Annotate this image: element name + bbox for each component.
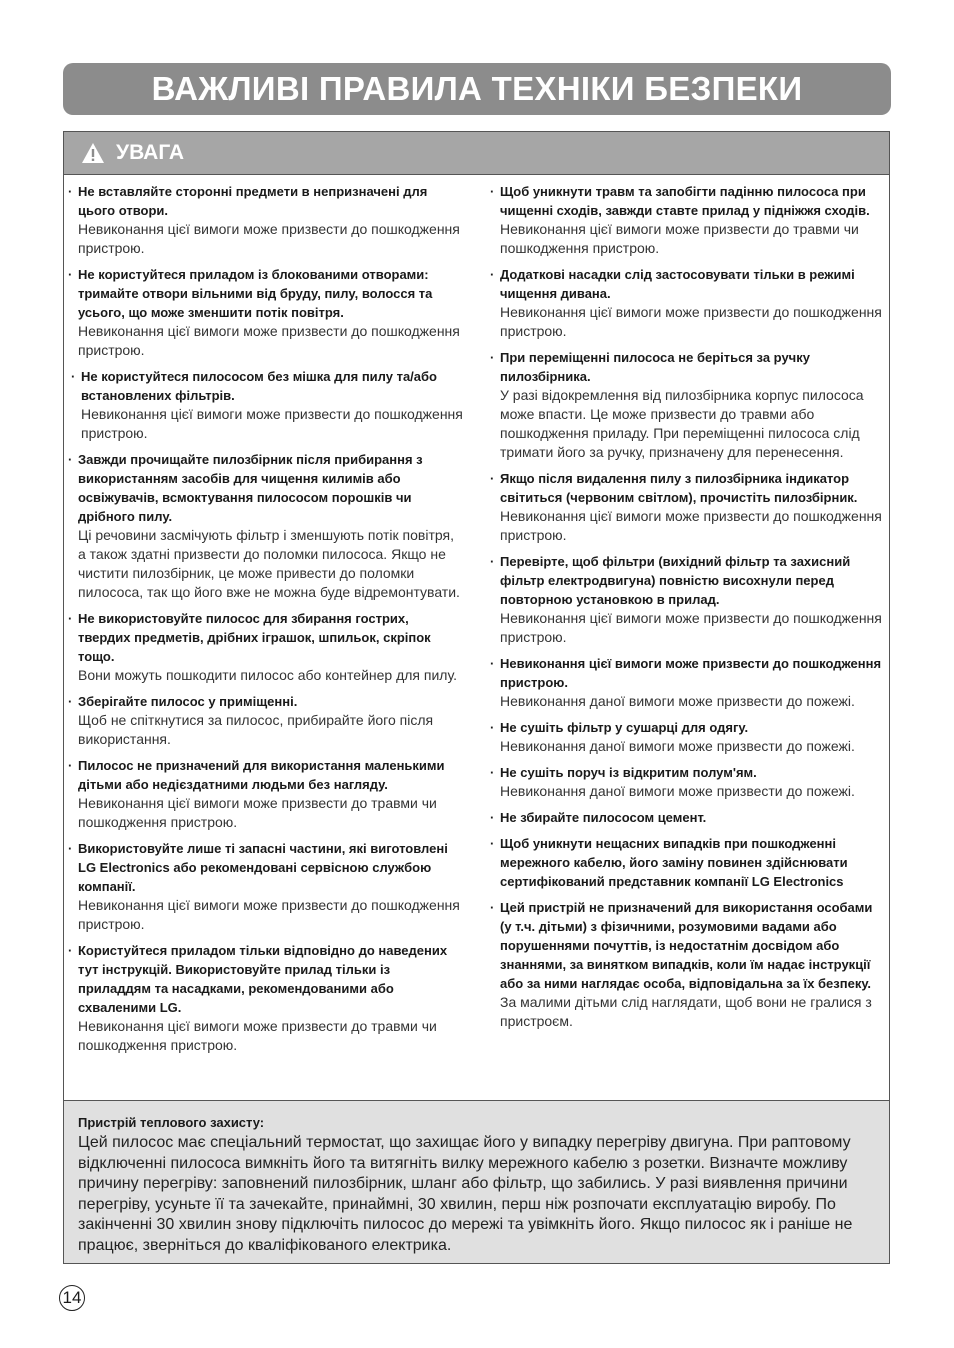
warning-box <box>63 131 890 1264</box>
list-item: · Використовуйте лише ті запасні частини, які виготовлені LG Electronics або рекомендовані сервісною службою компанії. Невиконання цієї вимоги може призвести до пошкодження пристрою. <box>68 841 460 932</box>
list-item: · Цей пристрій не призначений для використання особами (у т.ч. дітьми) з фізичними, розумовими вадами або порушеннями почуттів, із недостатнім досвідом або знаннями, за винятком випадків, коли їм надає інструкції або за ними наглядає особа, відповідальна за їх безпеку. За малими дітьми слід наглядати, щоб вони не гралися з пристроєм. <box>490 900 873 1029</box>
title-bar <box>63 63 891 115</box>
warning-label: УВАГА <box>116 141 185 164</box>
list-item: · Перевірте, щоб фільтри (вихідний фільтр та захисний фільтр електродвигуна) повністю висохнули перед повторною установкою в прилад. Невиконання цієї вимоги може призвести до пошкодження пристрою. <box>490 554 882 645</box>
list-item: · Якщо після видалення пилу з пилозбірника індикатор світиться (червоним світлом), прочистіть пилозбірник. Невиконання цієї вимоги може призвести до пошкодження пристрою. <box>490 471 882 543</box>
list-item: · При переміщенні пилососа не беріться за ручку пилозбірника. У разі відокремлення від пилозбірника корпус пилососа може впасти. Це може призвести до травми або пошкодження приладу. При переміщенні пилососа слід тримати його за ручку, призначену для перенесення. <box>490 350 864 460</box>
warning-header <box>64 132 889 175</box>
page-title: ВАЖЛИВІ ПРАВИЛА ТЕХНІКИ БЕЗПЕКИ <box>151 70 803 107</box>
list-item: · Щоб уникнути травм та запобігти падінню пилососа при чищенні сходів, завжди ставте прилад у підніжжя сходів. Невиконання цієї вимоги може призвести до травми чи пошкодження пристрою. <box>490 184 870 256</box>
thermal-protection-note <box>64 1100 889 1263</box>
list-item: · Не користуйтеся приладом із блокованими отворами: тримайте отвори вільними від бруду, пилу, волосся та усього, що може зменшити потік повітря. Невиконання цієї вимоги може призвести до пошкодження пристрою. <box>68 267 460 358</box>
page-number: 14 <box>59 1285 85 1311</box>
list-item: · Не вставляйте сторонні предмети в непризначені для цього отвори. Невиконання цієї вимоги може призвести до пошкодження пристрою. <box>68 184 460 256</box>
warning-triangle-icon <box>81 142 105 164</box>
right-column <box>490 182 884 1038</box>
list-item: · Щоб уникнути нещасних випадків при пошкодженні мережного кабелю, його заміну повинен здійснювати сертифікований представник компанії LG Electronics <box>490 836 848 889</box>
thermal-heading: Пристрій теплового захисту: <box>78 1115 265 1130</box>
list-item: · Невиконання цієї вимоги може призвести до пошкодження пристрою. Невиконання даної вимоги може призвести до пожежі. <box>490 656 882 709</box>
list-item: · Додаткові насадки слід застосовувати тільки в режимі чищення дивана. Невиконання цієї вимоги може призвести до пошкодження пристрою. <box>490 267 882 339</box>
list-item: · Не збирайте пилососом цемент. <box>490 810 707 825</box>
list-item: · Не сушіть фільтр у сушарці для одягу. Невиконання даної вимоги може призвести до пожежі. <box>490 720 855 754</box>
list-item: · Не користуйтеся пилососом без мішка для пилу та/або встановлених фільтрів. Невиконання цієї вимоги може призвести до пошкодження пристрою. <box>71 369 463 441</box>
thermal-text: Цей пилосос має спеціальний термостат, що захищає його у випадку перегріву двигуна. При раптовому відключенні пилососа вимкніть його та витягніть вилку мережного кабелю з розетки. Визначте можливу причину перегріву: заповнений пилозбірник, шланг або фільтр, що забились. У разі виявлення причини перегріву, усуньте її та зачекайте, принаймні, 30 хвилин, перш ніж розпочати експлуатацію виробу. По закінченні 30 хвилин знову підключіть пилосос до мережі та увімкніть його. Якщо пилосос як і раніше не працює, зверніться до кваліфікованого електрика. <box>78 1134 853 1254</box>
left-column <box>68 182 463 1062</box>
list-item: · Зберігайте пилосос у приміщенні. Щоб не спіткнутися за пилосос, прибирайте його після використання. <box>68 694 434 747</box>
list-item: · Не сушіть поруч із відкритим полум'ям. Невиконання даної вимоги може призвести до пожежі. <box>490 765 855 799</box>
list-item: · Пилосос не призначений для використання маленькими дітьми або недієздатними людьми без нагляду. Невиконання цієї вимоги може призвести до травми чи пошкодження пристрою. <box>68 758 445 830</box>
list-item: · Завжди прочищайте пилозбірник після прибирання з використанням засобів для чищення килимів або освіжувачів, всмоктування пилососом порошків чи дрібного пилу. Ці речовини засмічують фільтр і зменшують потік повітря, а також здатні призвести до поломки пилососа. Якщо не чистити пилозбірник, це може привести до поломки пилососа, так що його вже не можна буде відремонтувати. <box>68 452 460 600</box>
list-item: · Користуйтеся приладом тільки відповідно до наведених тут інструкцій. Використовуйте прилад тільки із приладдям та насадками, рекомендованими або схваленими LG. Невиконання цієї вимоги може призвести до травми чи пошкодження пристрою. <box>68 943 448 1053</box>
list-item: · Не використовуйте пилосос для збирання гострих, твердих предметів, дрібних іграшок, шпильок, скріпок тощо. Вони можуть пошкодити пилосос або контейнер для пилу. <box>68 611 457 683</box>
